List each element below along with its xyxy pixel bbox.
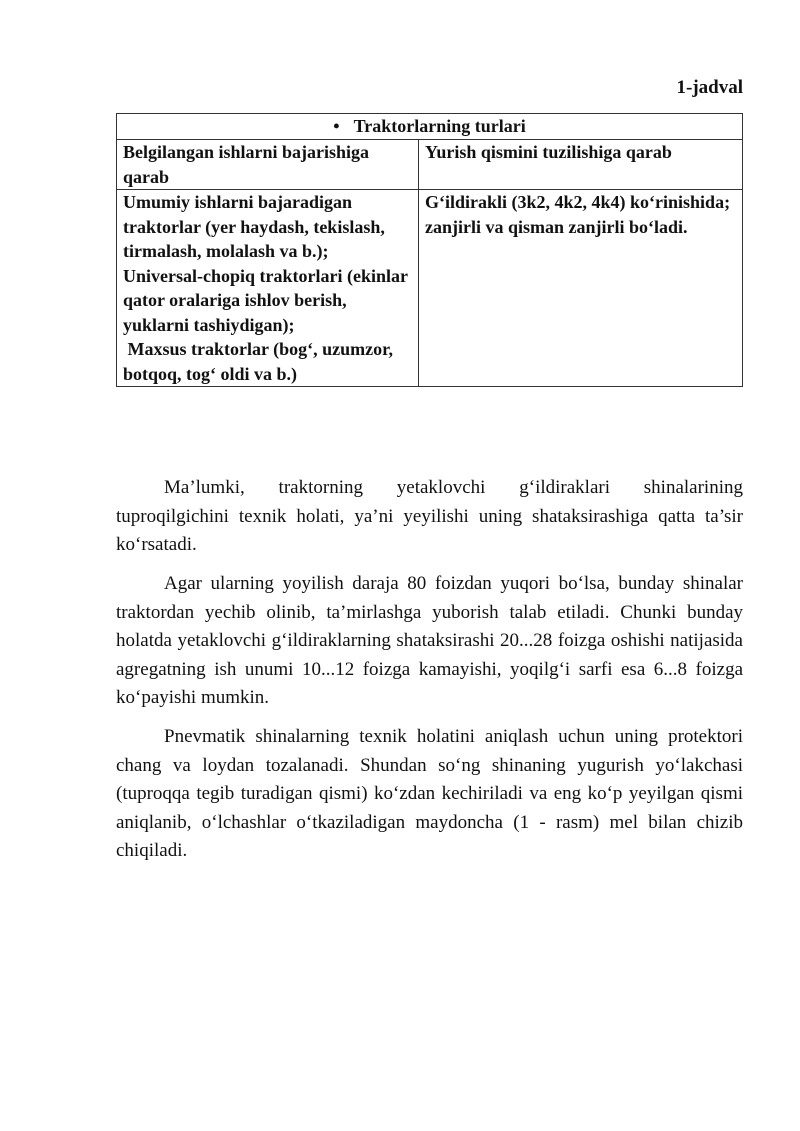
table-header-cell: Yurish qismini tuzilishiga qarab [419, 140, 743, 190]
table-header-row [117, 140, 743, 190]
cell-line: Universal-chopiq traktorlari (ekinlar qator oralariga ishlov berish, yuklarni tashiydigan); [123, 265, 408, 335]
body-paragraph: Pnevmatik shinalarning texnik holatini aniqlash uchun uning protektori chang va loydan tozalanadi. Shundan so‘ng shinaning yugurish yo‘lakchasi (tuproqqa tegib turadigan qismi) ko‘zdan kechiriladi va eng ko‘p yeyilgan qismi aniqlanib, o‘lchashlar o‘tkaziladigan maydoncha (1 - rasm) mel bilan chizib chiqiladi. [116, 726, 743, 861]
table-caption-cell [117, 114, 743, 140]
table-header-cell: Belgilangan ishlarni bajarishiga qarab [117, 140, 419, 190]
bullet-icon: • [333, 116, 340, 136]
table-caption-row [117, 114, 743, 140]
body-paragraph: Agar ularning yoyilish daraja 80 foizdan yuqori bo‘lsa, bunday shinalar traktordan yechib olinib, ta’mirlashga yuborish talab etiladi. Chunki bunday holatda yetaklovchi g‘ildiraklarning shataksirashi 20...28 foizga oshishi natijasida agregatning ish unumi 10...12 foizga kamayishi, yoqilg‘i sarfi esa 6...8 foizga ko‘payishi mumkin. [116, 573, 743, 708]
table-caption: Traktorlarning turlari [353, 116, 526, 136]
tractor-types-table [116, 113, 743, 387]
table-number: 1-jadval [676, 77, 743, 98]
table-row [117, 190, 743, 387]
body-paragraph: Ma’lumki, traktorning yetaklovchi g‘ildiraklari shinalarining tuproqilgichini texnik holati, ya’ni yeyilishi uning shataksirashiga qatta ta’sir ko‘rsatadi. [116, 477, 743, 555]
cell-line: Umumiy ishlarni bajaradigan traktorlar (yer haydash, tekislash, tirmalash, molalash va b.); [123, 192, 385, 261]
table-cell-work-purpose [117, 190, 419, 387]
cell-line: Maxsus traktorlar (bog‘, uzumzor, botqoq, tog‘ oldi va b.) [123, 339, 393, 384]
table-cell-running-gear: G‘ildirakli (3k2, 4k2, 4k4) ko‘rinishida; zanjirli va qisman zanjirli bo‘ladi. [419, 190, 743, 387]
